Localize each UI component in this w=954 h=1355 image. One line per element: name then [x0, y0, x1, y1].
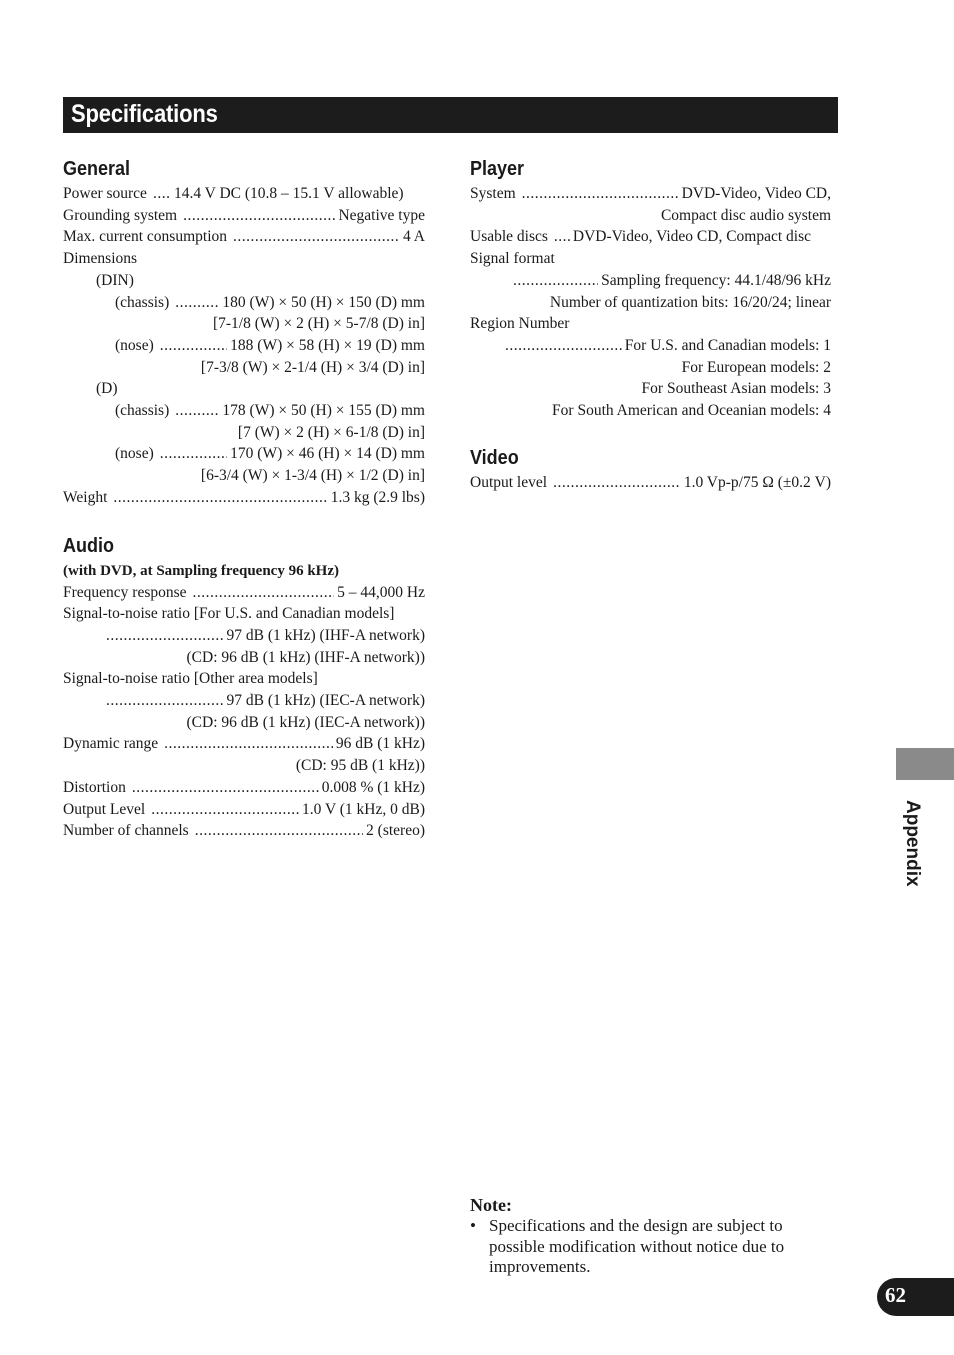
spec-d-chassis-in: [7 (W) × 2 (H) × 6-1/8 (D) in]	[237, 423, 425, 441]
spec-weight: Weight ..... 1.3 kg (2.9 lbs)	[63, 487, 425, 509]
page-number: 62	[885, 1283, 906, 1307]
spec-max-current: Max. current consumption ..... 4 A	[63, 226, 425, 248]
spec-grounding: Grounding system ..... Negative type	[63, 205, 425, 227]
note-item	[470, 1216, 830, 1278]
side-section-label: Appendix	[902, 800, 923, 887]
spec-frequency-response: Frequency response ..... 5 – 44,000 Hz	[63, 582, 425, 604]
general-heading: General	[63, 158, 131, 180]
spec-signal-format: ..... Sampling frequency: 44.1/48/96 kHz	[470, 270, 831, 292]
right-column	[470, 155, 831, 493]
page-title-bar	[63, 97, 838, 133]
video-heading: Video	[470, 446, 519, 469]
spec-snr-us-label: Signal-to-noise ratio [For U.S. and Canadian models]	[63, 605, 395, 623]
page-number-badge	[877, 1278, 954, 1316]
spec-distortion: Distortion ..... 0.008 % (1 kHz)	[63, 777, 425, 799]
spec-din-nose-in: [7-3/8 (W) × 2-1/4 (H) × 3/4 (D) in]	[200, 358, 425, 376]
spec-dynamic-range: Dynamic range ..... 96 dB (1 kHz)	[63, 733, 425, 755]
spec-region-2: For European models: 2	[681, 358, 831, 376]
spec-din-chassis: (chassis) ..... 180 (W) × 50 (H) × 150 (D) mm	[63, 292, 425, 314]
spec-usable-discs: Usable discs ..... DVD-Video, Video CD, Compact disc	[470, 226, 831, 248]
spec-region-3: For Southeast Asian models: 3	[641, 380, 831, 398]
spec-system: System ..... DVD-Video, Video CD,	[470, 183, 831, 205]
spec-dimensions-label: Dimensions	[63, 250, 138, 268]
audio-heading: Audio	[63, 534, 114, 557]
spec-channels: Number of channels ..... 2 (stereo)	[63, 820, 425, 842]
bullet-icon: •	[470, 1216, 476, 1235]
spec-region-label: Region Number	[470, 315, 570, 333]
spec-system-2: Compact disc audio system	[660, 206, 831, 224]
spec-region-4: For South American and Oceanian models: 4	[552, 402, 831, 420]
spec-signal-format-2: Number of quantization bits: 16/20/24; linear	[549, 293, 831, 311]
spec-output-level: Output Level ..... 1.0 V (1 kHz, 0 dB)	[63, 799, 425, 821]
player-heading: Player	[470, 158, 525, 180]
spec-snr-us-cd: (CD: 96 dB (1 kHz) (IHF-A network))	[186, 648, 425, 666]
page-title: Specifications	[71, 100, 218, 128]
spec-d-nose: (nose) ..... 170 (W) × 46 (H) × 14 (D) mm	[63, 443, 425, 465]
spec-d-label: (D)	[96, 380, 118, 398]
note-text: Specifications and the design are subject to possible modification without notice due to improvements.	[489, 1216, 785, 1276]
left-column	[63, 155, 425, 842]
side-tab-marker	[896, 748, 954, 780]
audio-subheading: (with DVD, at Sampling frequency 96 kHz)	[63, 562, 339, 579]
spec-signal-format-label: Signal format	[470, 250, 555, 268]
spec-region-1: ..... For U.S. and Canadian models: 1	[470, 335, 831, 357]
spec-snr-other: ..... 97 dB (1 kHz) (IEC-A network)	[63, 690, 425, 712]
spec-dynamic-range-cd: (CD: 95 dB (1 kHz))	[295, 757, 425, 775]
spec-snr-other-cd: (CD: 96 dB (1 kHz) (IEC-A network))	[186, 713, 425, 731]
spec-video-output-level: Output level ..... 1.0 Vp-p/75 Ω (±0.2 V)	[470, 472, 831, 494]
spec-d-chassis: (chassis) ..... 178 (W) × 50 (H) × 155 (D) mm	[63, 400, 425, 422]
spec-din-nose: (nose) ..... 188 (W) × 58 (H) × 19 (D) mm	[63, 335, 425, 357]
spec-snr-other-label: Signal-to-noise ratio [Other area models]	[63, 670, 318, 688]
spec-snr-us: ..... 97 dB (1 kHz) (IHF-A network)	[63, 625, 425, 647]
note-block	[470, 1194, 830, 1278]
spec-din-label: (DIN)	[96, 271, 134, 289]
spec-din-chassis-in: [7-1/8 (W) × 2 (H) × 5-7/8 (D) in]	[212, 315, 425, 333]
spec-d-nose-in: [6-3/4 (W) × 1-3/4 (H) × 1/2 (D) in]	[200, 467, 425, 485]
note-title: Note:	[470, 1195, 512, 1215]
spec-power-source: Power source ..... 14.4 V DC (10.8 – 15.1 V allowable)	[63, 183, 425, 205]
